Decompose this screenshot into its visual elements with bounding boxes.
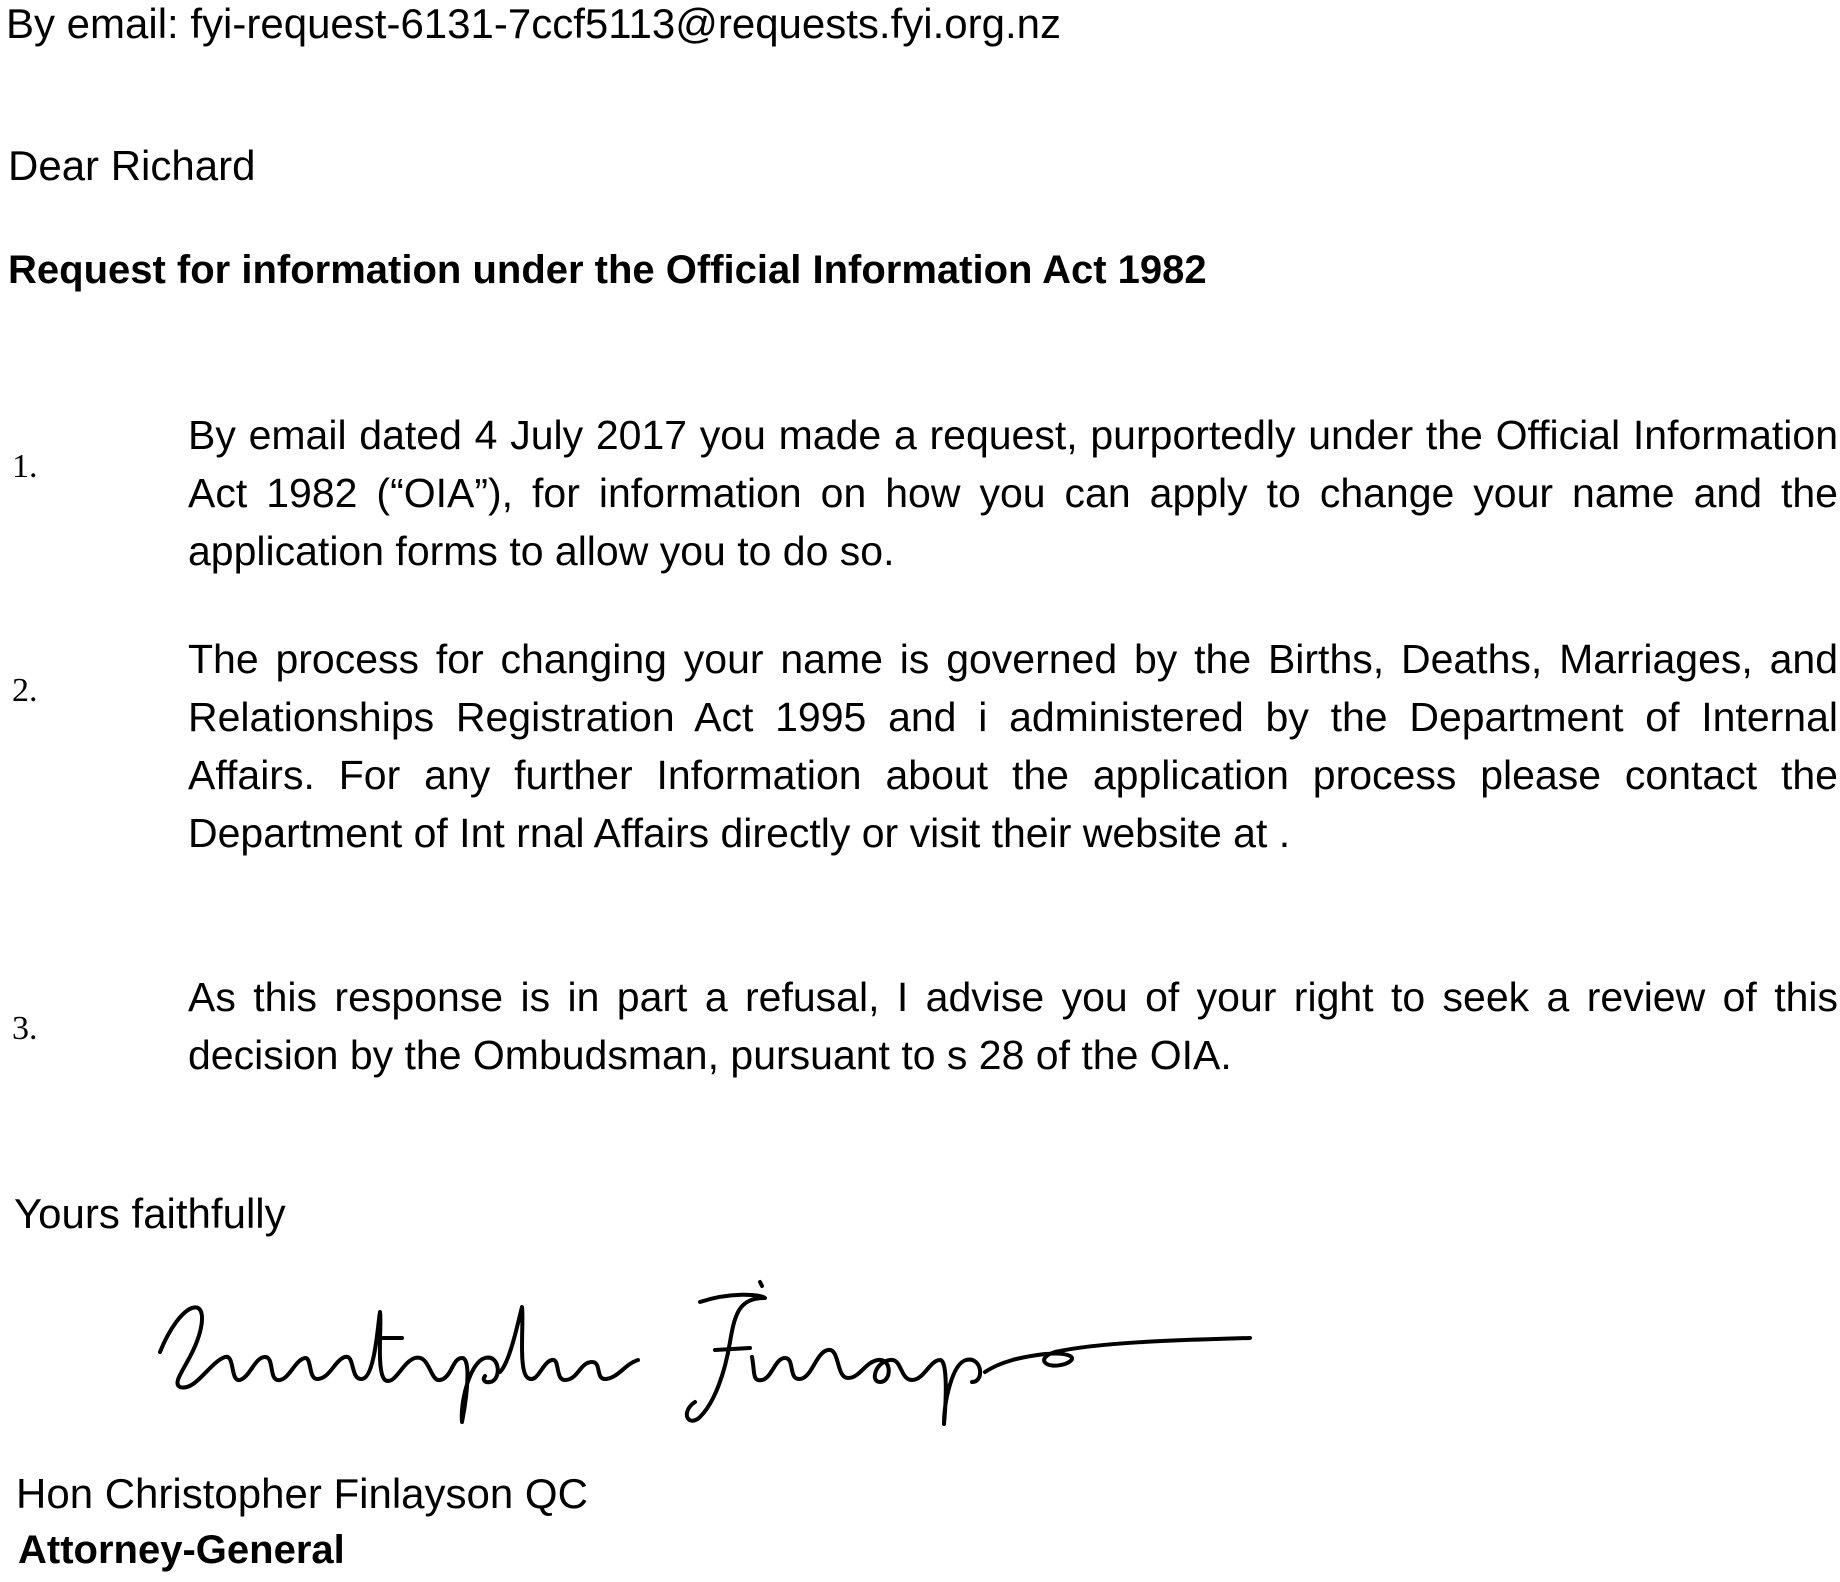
handwritten-signature: [140, 1262, 1340, 1432]
paragraph-number-2: 2.: [12, 672, 38, 709]
closing: Yours faithfully: [14, 1190, 286, 1237]
paragraph-2: The process for changing your name is governed by the Births, Deaths, Marriages, and Relationships Registration Act 1995 and i administered by the Department of Internal Affairs. For any further Information about the application process please contact the Department of Int rnal Affairs directly or visit their website at .: [188, 636, 1838, 856]
paragraph-number-3: 3.: [12, 1010, 38, 1047]
subject-heading: Request for information under the Official Information Act 1982: [8, 248, 1207, 292]
salutation: Dear Richard: [8, 142, 256, 189]
email-address-line: By email: fyi-request-6131-7ccf5113@requests.fyi.org.nz: [6, 0, 1062, 47]
signatory-name: Hon Christopher Finlayson QC: [16, 1470, 588, 1517]
paragraph-1: By email dated 4 July 2017 you made a request, purportedly under the Official Information Act 1982 (“OIA”), for information on how you can apply to change your name and the application forms to allow you to do so.: [188, 412, 1838, 574]
signatory-title: Attorney-General: [18, 1528, 345, 1572]
paragraph-number-1: 1.: [12, 448, 38, 485]
paragraph-3: As this response is in part a refusal, I advise you of your right to seek a review of this decision by the Ombudsman, pursuant to s 28 of the OIA.: [188, 974, 1838, 1078]
